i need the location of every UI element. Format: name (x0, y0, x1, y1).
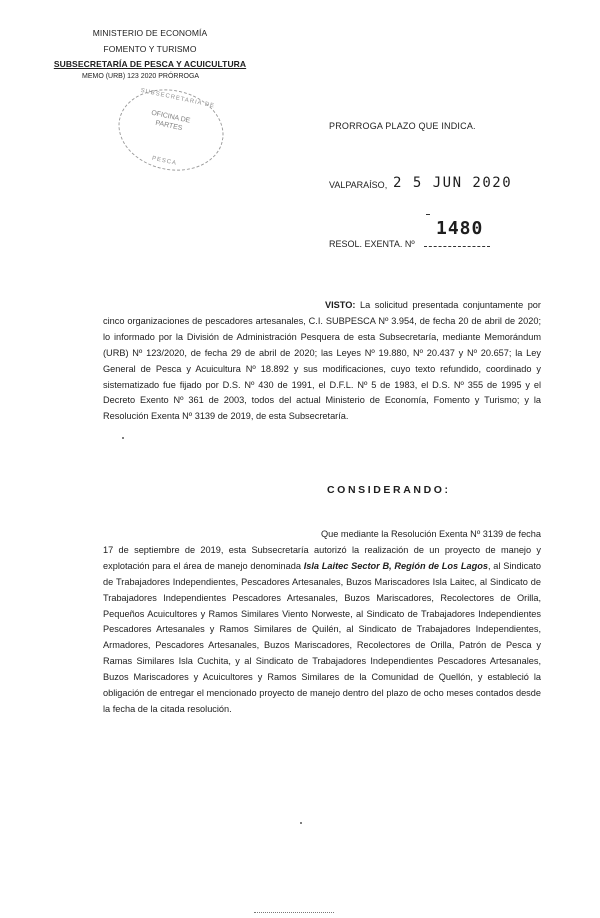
stamp-center: OFICINA DE PARTES (150, 109, 191, 133)
footer-mark (254, 912, 334, 913)
resolution-date: 2 5 JUN 2020 (393, 175, 513, 191)
office-stamp (111, 80, 231, 180)
document-matter: PRORROGA PLAZO QUE INDICA. (329, 121, 476, 131)
visto-text: La solicitud presentada conjuntamente por cinco organizaciones de pescadores artesanales, C.I. SUBPESCA Nº 3.954, de fecha 20 de abril de 2020; lo informado por la División de Administración Pesquera de esta Subsecretaría, mediante Memorándum (URB) Nº 123/2020, de fecha 29 de abril de 2020; las Leyes Nº 19.880, Nº 20.437 y Nº 20.657; la Ley General de Pesca y Acuicultura Nº 18.892 y sus modificaciones, cuyo texto refundido, coordinado y sistematizado fue fijado por D.S. Nº 430 de 1991, el D.F.L. Nº 5 de 1983, el D.S. Nº 355 de 1995 y el Decreto Exento Nº 361 de 2003, todos del actual Ministerio de Economía, Fomento y Turismo; y la Resolución Exenta Nº 3139 de 2019, de esta Subsecretaría. (103, 300, 541, 422)
ministry-name: MINISTERIO DE ECONOMÍA (92, 28, 208, 38)
stamp-ring-bottom: PESCA (151, 155, 178, 167)
resolution-label: RESOL. EXENTA. Nº (329, 239, 415, 249)
resolution-number: 1480 (436, 218, 484, 239)
visto-paragraph (103, 298, 541, 425)
visto-heading: VISTO: (325, 300, 356, 310)
considerando-heading: CONSIDERANDO: (327, 484, 451, 496)
page-speck (300, 822, 302, 824)
memo-reference: MEMO (URB) 123 2020 PRÓRROGA (82, 73, 200, 80)
area-name: Isla Laitec Sector B, Región de Los Lagos (303, 560, 488, 571)
considerando-paragraph (103, 527, 541, 718)
stamp-ring-top: SUBSECRETARIA DE (139, 87, 216, 110)
place-label: VALPARAÍSO, (329, 180, 388, 190)
considerando-text-a: Que mediante la Resolución Exenta Nº 3139 de fecha 17 de septiembre de 2019, esta Subsecretaría autorizó la realización de un proyecto de manejo y explotación para el área de manejo denominada (103, 529, 541, 571)
page-speck (122, 437, 124, 439)
number-tick-mark (426, 214, 430, 215)
ministry-subtitle: FOMENTO Y TURISMO (103, 44, 197, 54)
resolution-number-line (424, 246, 490, 247)
subsecretariat-name: SUBSECRETARÍA DE PESCA Y ACUICULTURA (53, 59, 247, 69)
considerando-text-b: , al Sindicato de Trabajadores Independientes, Pescadores Artesanales, Buzos Mariscadores Isla Laitec, al Sindicato de Trabajadores Independientes Pescadores Artesanales, Buzos Mariscadores, Recolectores de Orilla, Pequeños Acuicultores y Ramos Similares Viento Norweste, al Sindicato de Trabajadores Independientes Pescadores Artesanales y Ramos Similares de Quilén, al Sindicato de Trabajadores Independientes, Armadores, Pescadores Artesanales, Buzos Mariscadores, Recolectores de Orilla, Patrón de Pesca y Ramas Similares Isla Cuchita, y al Sindicato de Trabajadores Independientes Pescadores Artesanales, Buzos Mariscadores y Acuicultores y Ramos Similares de la Comunidad de Quellón, y estableció la obligación de entregar el mencionado proyecto de manejo dentro del plazo de ocho meses contados desde la fecha de la citada resolución. (103, 560, 541, 714)
